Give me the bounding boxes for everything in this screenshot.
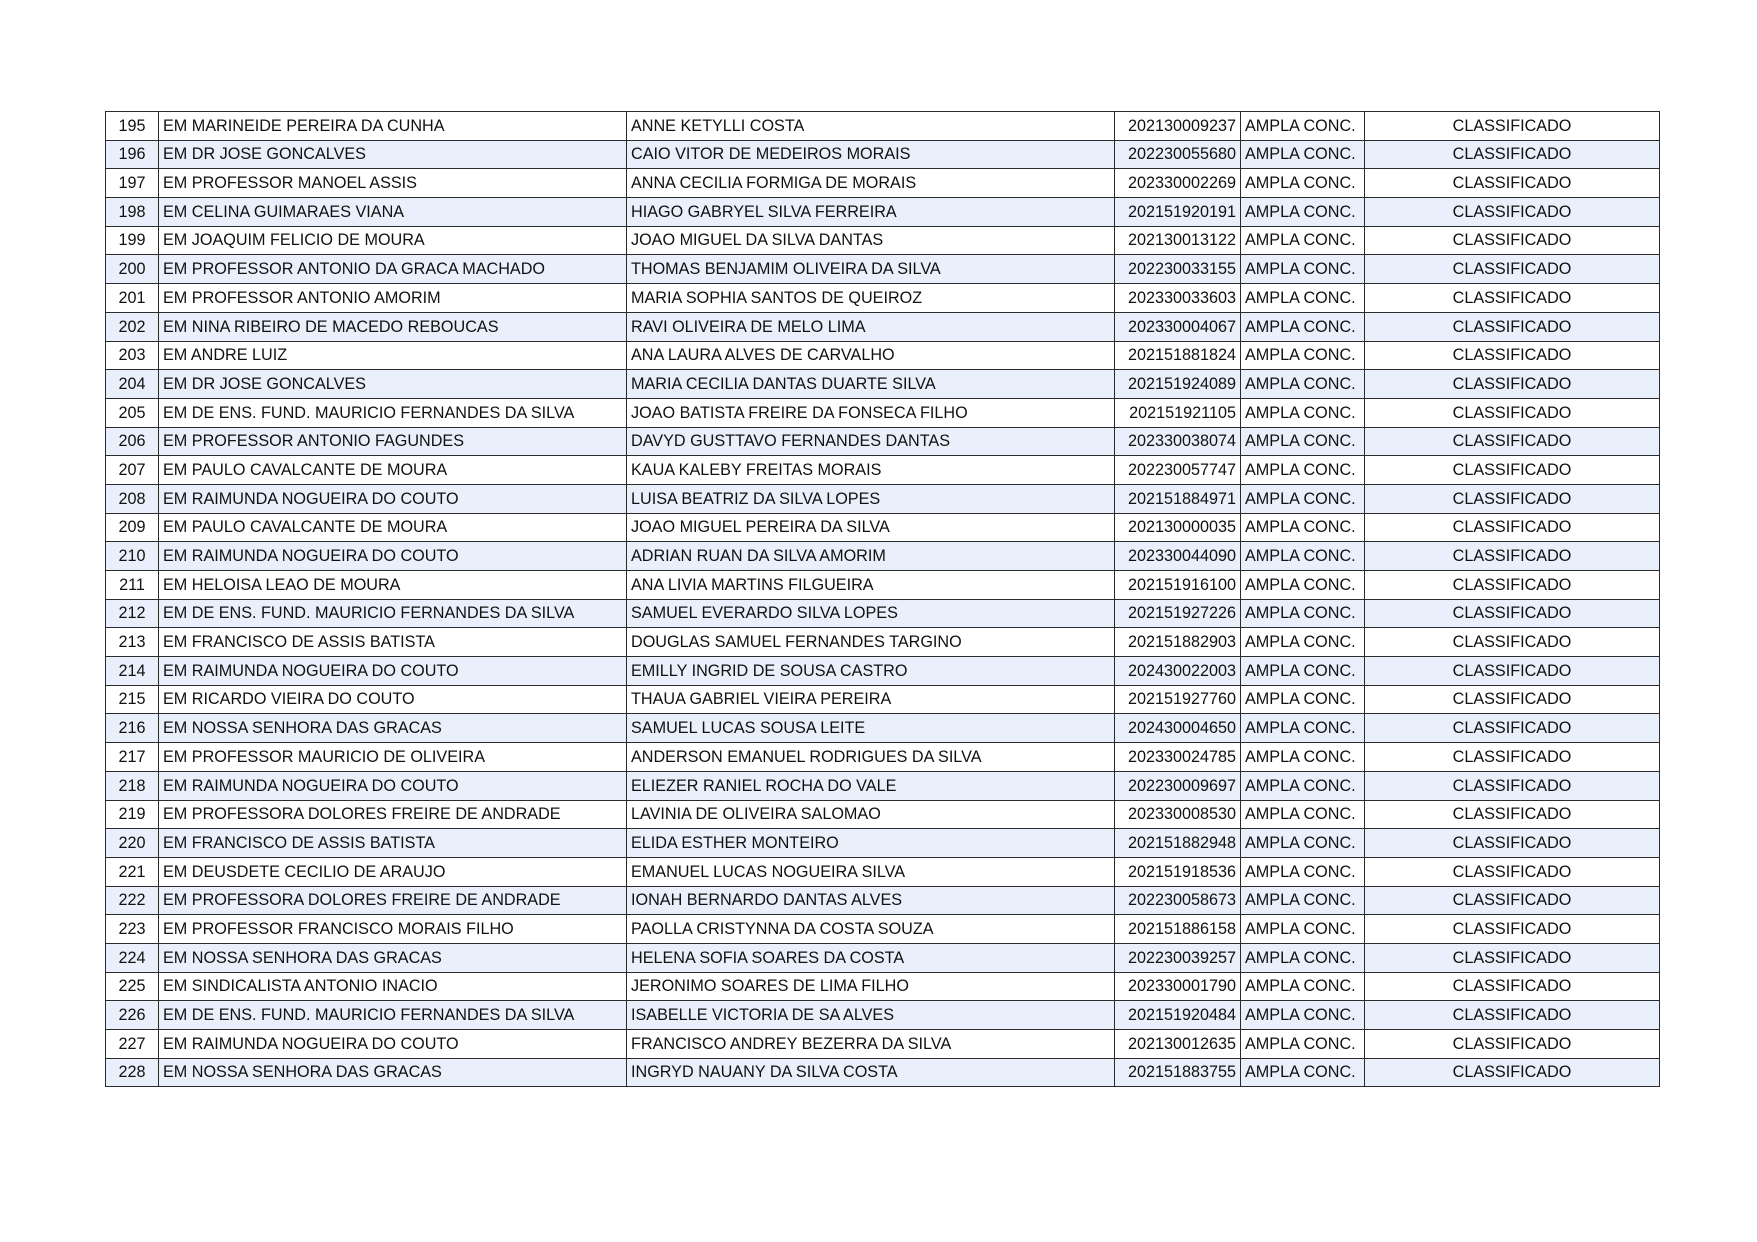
registration-number: 202130009237 xyxy=(1115,112,1241,141)
student-name: JERONIMO SOARES DE LIMA FILHO xyxy=(627,972,1115,1001)
row-number: 197 xyxy=(106,169,159,198)
school-name: EM DE ENS. FUND. MAURICIO FERNANDES DA SILVA xyxy=(159,1001,627,1030)
row-number: 228 xyxy=(106,1058,159,1087)
table-row xyxy=(106,599,1660,628)
school-name: EM NOSSA SENHORA DAS GRACAS xyxy=(159,1058,627,1087)
student-name: ADRIAN RUAN DA SILVA AMORIM xyxy=(627,542,1115,571)
row-number: 210 xyxy=(106,542,159,571)
student-name: THAUA GABRIEL VIEIRA PEREIRA xyxy=(627,685,1115,714)
student-name: DAVYD GUSTTAVO FERNANDES DANTAS xyxy=(627,427,1115,456)
school-name: EM RAIMUNDA NOGUEIRA DO COUTO xyxy=(159,484,627,513)
row-number: 199 xyxy=(106,226,159,255)
table-row xyxy=(106,685,1660,714)
row-number: 214 xyxy=(106,657,159,686)
row-number: 209 xyxy=(106,513,159,542)
row-number: 222 xyxy=(106,886,159,915)
table-row xyxy=(106,112,1660,141)
quota-type: AMPLA CONC. xyxy=(1241,398,1365,427)
status: CLASSIFICADO xyxy=(1365,140,1660,169)
quota-type: AMPLA CONC. xyxy=(1241,198,1365,227)
status: CLASSIFICADO xyxy=(1365,743,1660,772)
quota-type: AMPLA CONC. xyxy=(1241,542,1365,571)
registration-number: 202151916100 xyxy=(1115,571,1241,600)
registration-number: 202151920191 xyxy=(1115,198,1241,227)
registration-number: 202151883755 xyxy=(1115,1058,1241,1087)
registration-number: 202230058673 xyxy=(1115,886,1241,915)
school-name: EM PROFESSOR ANTONIO FAGUNDES xyxy=(159,427,627,456)
student-name: EMILLY INGRID DE SOUSA CASTRO xyxy=(627,657,1115,686)
student-name: KAUA KALEBY FREITAS MORAIS xyxy=(627,456,1115,485)
school-name: EM RAIMUNDA NOGUEIRA DO COUTO xyxy=(159,771,627,800)
status: CLASSIFICADO xyxy=(1365,255,1660,284)
table-row xyxy=(106,255,1660,284)
registration-number: 202130012635 xyxy=(1115,1030,1241,1059)
row-number: 224 xyxy=(106,943,159,972)
row-number: 216 xyxy=(106,714,159,743)
quota-type: AMPLA CONC. xyxy=(1241,657,1365,686)
school-name: EM MARINEIDE PEREIRA DA CUNHA xyxy=(159,112,627,141)
registration-number: 202130013122 xyxy=(1115,226,1241,255)
school-name: EM RAIMUNDA NOGUEIRA DO COUTO xyxy=(159,657,627,686)
quota-type: AMPLA CONC. xyxy=(1241,857,1365,886)
quota-type: AMPLA CONC. xyxy=(1241,341,1365,370)
status: CLASSIFICADO xyxy=(1365,829,1660,858)
quota-type: AMPLA CONC. xyxy=(1241,484,1365,513)
school-name: EM DE ENS. FUND. MAURICIO FERNANDES DA SILVA xyxy=(159,398,627,427)
registration-number: 202330038074 xyxy=(1115,427,1241,456)
table-row xyxy=(106,370,1660,399)
school-name: EM ANDRE LUIZ xyxy=(159,341,627,370)
registration-number: 202330004067 xyxy=(1115,312,1241,341)
quota-type: AMPLA CONC. xyxy=(1241,427,1365,456)
status: CLASSIFICADO xyxy=(1365,112,1660,141)
registration-number: 202151927760 xyxy=(1115,685,1241,714)
quota-type: AMPLA CONC. xyxy=(1241,226,1365,255)
status: CLASSIFICADO xyxy=(1365,943,1660,972)
row-number: 227 xyxy=(106,1030,159,1059)
school-name: EM NINA RIBEIRO DE MACEDO REBOUCAS xyxy=(159,312,627,341)
registration-number: 202151920484 xyxy=(1115,1001,1241,1030)
status: CLASSIFICADO xyxy=(1365,657,1660,686)
school-name: EM RAIMUNDA NOGUEIRA DO COUTO xyxy=(159,542,627,571)
registration-number: 202330002269 xyxy=(1115,169,1241,198)
registration-number: 202330044090 xyxy=(1115,542,1241,571)
row-number: 202 xyxy=(106,312,159,341)
status: CLASSIFICADO xyxy=(1365,599,1660,628)
table-row xyxy=(106,943,1660,972)
table-row xyxy=(106,513,1660,542)
registration-number: 202230057747 xyxy=(1115,456,1241,485)
school-name: EM JOAQUIM FELICIO DE MOURA xyxy=(159,226,627,255)
school-name: EM PROFESSOR ANTONIO AMORIM xyxy=(159,284,627,313)
student-name: ELIDA ESTHER MONTEIRO xyxy=(627,829,1115,858)
quota-type: AMPLA CONC. xyxy=(1241,1058,1365,1087)
row-number: 208 xyxy=(106,484,159,513)
quota-type: AMPLA CONC. xyxy=(1241,169,1365,198)
status: CLASSIFICADO xyxy=(1365,427,1660,456)
row-number: 220 xyxy=(106,829,159,858)
registration-number: 202230009697 xyxy=(1115,771,1241,800)
quota-type: AMPLA CONC. xyxy=(1241,312,1365,341)
row-number: 204 xyxy=(106,370,159,399)
registration-number: 202230055680 xyxy=(1115,140,1241,169)
student-name: JOAO MIGUEL DA SILVA DANTAS xyxy=(627,226,1115,255)
status: CLASSIFICADO xyxy=(1365,341,1660,370)
student-name: ANA LIVIA MARTINS FILGUEIRA xyxy=(627,571,1115,600)
quota-type: AMPLA CONC. xyxy=(1241,456,1365,485)
status: CLASSIFICADO xyxy=(1365,800,1660,829)
student-name: IONAH BERNARDO DANTAS ALVES xyxy=(627,886,1115,915)
table-row xyxy=(106,657,1660,686)
school-name: EM DR JOSE GONCALVES xyxy=(159,370,627,399)
status: CLASSIFICADO xyxy=(1365,456,1660,485)
table-row xyxy=(106,571,1660,600)
quota-type: AMPLA CONC. xyxy=(1241,800,1365,829)
student-name: DOUGLAS SAMUEL FERNANDES TARGINO xyxy=(627,628,1115,657)
registration-number: 202151927226 xyxy=(1115,599,1241,628)
status: CLASSIFICADO xyxy=(1365,513,1660,542)
row-number: 225 xyxy=(106,972,159,1001)
row-number: 221 xyxy=(106,857,159,886)
status: CLASSIFICADO xyxy=(1365,226,1660,255)
table-row xyxy=(106,312,1660,341)
row-number: 195 xyxy=(106,112,159,141)
school-name: EM RICARDO VIEIRA DO COUTO xyxy=(159,685,627,714)
school-name: EM DE ENS. FUND. MAURICIO FERNANDES DA SILVA xyxy=(159,599,627,628)
registration-number: 202330008530 xyxy=(1115,800,1241,829)
registration-number: 202151884971 xyxy=(1115,484,1241,513)
student-name: LAVINIA DE OLIVEIRA SALOMAO xyxy=(627,800,1115,829)
student-name: LUISA BEATRIZ DA SILVA LOPES xyxy=(627,484,1115,513)
row-number: 196 xyxy=(106,140,159,169)
table-row xyxy=(106,198,1660,227)
school-name: EM PAULO CAVALCANTE DE MOURA xyxy=(159,456,627,485)
table-row xyxy=(106,1001,1660,1030)
registration-number: 202430022003 xyxy=(1115,657,1241,686)
table-row xyxy=(106,169,1660,198)
student-name: JOAO MIGUEL PEREIRA DA SILVA xyxy=(627,513,1115,542)
registration-number: 202151924089 xyxy=(1115,370,1241,399)
status: CLASSIFICADO xyxy=(1365,571,1660,600)
registration-number: 202330001790 xyxy=(1115,972,1241,1001)
table-row xyxy=(106,829,1660,858)
school-name: EM NOSSA SENHORA DAS GRACAS xyxy=(159,943,627,972)
quota-type: AMPLA CONC. xyxy=(1241,685,1365,714)
row-number: 219 xyxy=(106,800,159,829)
table-row xyxy=(106,1058,1660,1087)
student-name: ANNA CECILIA FORMIGA DE MORAIS xyxy=(627,169,1115,198)
row-number: 211 xyxy=(106,571,159,600)
table-row xyxy=(106,484,1660,513)
table-row xyxy=(106,1030,1660,1059)
registration-number: 202151881824 xyxy=(1115,341,1241,370)
student-name: THOMAS BENJAMIM OLIVEIRA DA SILVA xyxy=(627,255,1115,284)
quota-type: AMPLA CONC. xyxy=(1241,140,1365,169)
registration-number: 202151918536 xyxy=(1115,857,1241,886)
quota-type: AMPLA CONC. xyxy=(1241,1001,1365,1030)
school-name: EM PAULO CAVALCANTE DE MOURA xyxy=(159,513,627,542)
status: CLASSIFICADO xyxy=(1365,1030,1660,1059)
status: CLASSIFICADO xyxy=(1365,915,1660,944)
row-number: 215 xyxy=(106,685,159,714)
status: CLASSIFICADO xyxy=(1365,857,1660,886)
table-row xyxy=(106,800,1660,829)
table-row xyxy=(106,341,1660,370)
status: CLASSIFICADO xyxy=(1365,198,1660,227)
row-number: 207 xyxy=(106,456,159,485)
status: CLASSIFICADO xyxy=(1365,714,1660,743)
table-row xyxy=(106,771,1660,800)
student-name: HIAGO GABRYEL SILVA FERREIRA xyxy=(627,198,1115,227)
table-row xyxy=(106,857,1660,886)
status: CLASSIFICADO xyxy=(1365,771,1660,800)
status: CLASSIFICADO xyxy=(1365,284,1660,313)
status: CLASSIFICADO xyxy=(1365,628,1660,657)
student-name: SAMUEL EVERARDO SILVA LOPES xyxy=(627,599,1115,628)
school-name: EM DEUSDETE CECILIO DE ARAUJO xyxy=(159,857,627,886)
quota-type: AMPLA CONC. xyxy=(1241,714,1365,743)
row-number: 206 xyxy=(106,427,159,456)
row-number: 203 xyxy=(106,341,159,370)
status: CLASSIFICADO xyxy=(1365,685,1660,714)
quota-type: AMPLA CONC. xyxy=(1241,886,1365,915)
results-table xyxy=(105,111,1660,1087)
table-row xyxy=(106,140,1660,169)
school-name: EM PROFESSOR ANTONIO DA GRACA MACHADO xyxy=(159,255,627,284)
row-number: 212 xyxy=(106,599,159,628)
school-name: EM DR JOSE GONCALVES xyxy=(159,140,627,169)
quota-type: AMPLA CONC. xyxy=(1241,513,1365,542)
status: CLASSIFICADO xyxy=(1365,398,1660,427)
quota-type: AMPLA CONC. xyxy=(1241,599,1365,628)
results-table-body xyxy=(106,112,1660,1087)
quota-type: AMPLA CONC. xyxy=(1241,628,1365,657)
school-name: EM PROFESSOR MAURICIO DE OLIVEIRA xyxy=(159,743,627,772)
table-row xyxy=(106,456,1660,485)
school-name: EM PROFESSOR MANOEL ASSIS xyxy=(159,169,627,198)
quota-type: AMPLA CONC. xyxy=(1241,255,1365,284)
quota-type: AMPLA CONC. xyxy=(1241,943,1365,972)
school-name: EM SINDICALISTA ANTONIO INACIO xyxy=(159,972,627,1001)
school-name: EM NOSSA SENHORA DAS GRACAS xyxy=(159,714,627,743)
student-name: ANDERSON EMANUEL RODRIGUES DA SILVA xyxy=(627,743,1115,772)
student-name: ANNE KETYLLI COSTA xyxy=(627,112,1115,141)
student-name: SAMUEL LUCAS SOUSA LEITE xyxy=(627,714,1115,743)
student-name: JOAO BATISTA FREIRE DA FONSECA FILHO xyxy=(627,398,1115,427)
table-row xyxy=(106,542,1660,571)
status: CLASSIFICADO xyxy=(1365,972,1660,1001)
quota-type: AMPLA CONC. xyxy=(1241,771,1365,800)
school-name: EM FRANCISCO DE ASSIS BATISTA xyxy=(159,829,627,858)
status: CLASSIFICADO xyxy=(1365,1001,1660,1030)
table-row xyxy=(106,743,1660,772)
table-row xyxy=(106,915,1660,944)
row-number: 226 xyxy=(106,1001,159,1030)
registration-number: 202151886158 xyxy=(1115,915,1241,944)
table-row xyxy=(106,714,1660,743)
table-row xyxy=(106,628,1660,657)
school-name: EM PROFESSORA DOLORES FREIRE DE ANDRADE xyxy=(159,800,627,829)
quota-type: AMPLA CONC. xyxy=(1241,915,1365,944)
row-number: 223 xyxy=(106,915,159,944)
quota-type: AMPLA CONC. xyxy=(1241,112,1365,141)
registration-number: 202130000035 xyxy=(1115,513,1241,542)
student-name: EMANUEL LUCAS NOGUEIRA SILVA xyxy=(627,857,1115,886)
row-number: 201 xyxy=(106,284,159,313)
table-row xyxy=(106,398,1660,427)
school-name: EM FRANCISCO DE ASSIS BATISTA xyxy=(159,628,627,657)
student-name: INGRYD NAUANY DA SILVA COSTA xyxy=(627,1058,1115,1087)
registration-number: 202151882948 xyxy=(1115,829,1241,858)
table-row xyxy=(106,284,1660,313)
quota-type: AMPLA CONC. xyxy=(1241,571,1365,600)
table-row xyxy=(106,226,1660,255)
quota-type: AMPLA CONC. xyxy=(1241,829,1365,858)
table-row xyxy=(106,886,1660,915)
quota-type: AMPLA CONC. xyxy=(1241,972,1365,1001)
registration-number: 202151921105 xyxy=(1115,398,1241,427)
status: CLASSIFICADO xyxy=(1365,484,1660,513)
registration-number: 202330024785 xyxy=(1115,743,1241,772)
student-name: ISABELLE VICTORIA DE SA ALVES xyxy=(627,1001,1115,1030)
school-name: EM RAIMUNDA NOGUEIRA DO COUTO xyxy=(159,1030,627,1059)
row-number: 217 xyxy=(106,743,159,772)
row-number: 198 xyxy=(106,198,159,227)
row-number: 213 xyxy=(106,628,159,657)
student-name: CAIO VITOR DE MEDEIROS MORAIS xyxy=(627,140,1115,169)
student-name: MARIA SOPHIA SANTOS DE QUEIROZ xyxy=(627,284,1115,313)
row-number: 218 xyxy=(106,771,159,800)
school-name: EM PROFESSOR FRANCISCO MORAIS FILHO xyxy=(159,915,627,944)
student-name: ELIEZER RANIEL ROCHA DO VALE xyxy=(627,771,1115,800)
row-number: 205 xyxy=(106,398,159,427)
registration-number: 202430004650 xyxy=(1115,714,1241,743)
student-name: PAOLLA CRISTYNNA DA COSTA SOUZA xyxy=(627,915,1115,944)
table-row xyxy=(106,427,1660,456)
registration-number: 202230033155 xyxy=(1115,255,1241,284)
school-name: EM PROFESSORA DOLORES FREIRE DE ANDRADE xyxy=(159,886,627,915)
registration-number: 202330033603 xyxy=(1115,284,1241,313)
quota-type: AMPLA CONC. xyxy=(1241,743,1365,772)
status: CLASSIFICADO xyxy=(1365,542,1660,571)
student-name: ANA LAURA ALVES DE CARVALHO xyxy=(627,341,1115,370)
quota-type: AMPLA CONC. xyxy=(1241,1030,1365,1059)
status: CLASSIFICADO xyxy=(1365,169,1660,198)
student-name: RAVI OLIVEIRA DE MELO LIMA xyxy=(627,312,1115,341)
student-name: MARIA CECILIA DANTAS DUARTE SILVA xyxy=(627,370,1115,399)
status: CLASSIFICADO xyxy=(1365,312,1660,341)
table-row xyxy=(106,972,1660,1001)
student-name: FRANCISCO ANDREY BEZERRA DA SILVA xyxy=(627,1030,1115,1059)
school-name: EM HELOISA LEAO DE MOURA xyxy=(159,571,627,600)
quota-type: AMPLA CONC. xyxy=(1241,370,1365,399)
status: CLASSIFICADO xyxy=(1365,370,1660,399)
status: CLASSIFICADO xyxy=(1365,886,1660,915)
quota-type: AMPLA CONC. xyxy=(1241,284,1365,313)
registration-number: 202230039257 xyxy=(1115,943,1241,972)
row-number: 200 xyxy=(106,255,159,284)
school-name: EM CELINA GUIMARAES VIANA xyxy=(159,198,627,227)
status: CLASSIFICADO xyxy=(1365,1058,1660,1087)
student-name: HELENA SOFIA SOARES DA COSTA xyxy=(627,943,1115,972)
registration-number: 202151882903 xyxy=(1115,628,1241,657)
